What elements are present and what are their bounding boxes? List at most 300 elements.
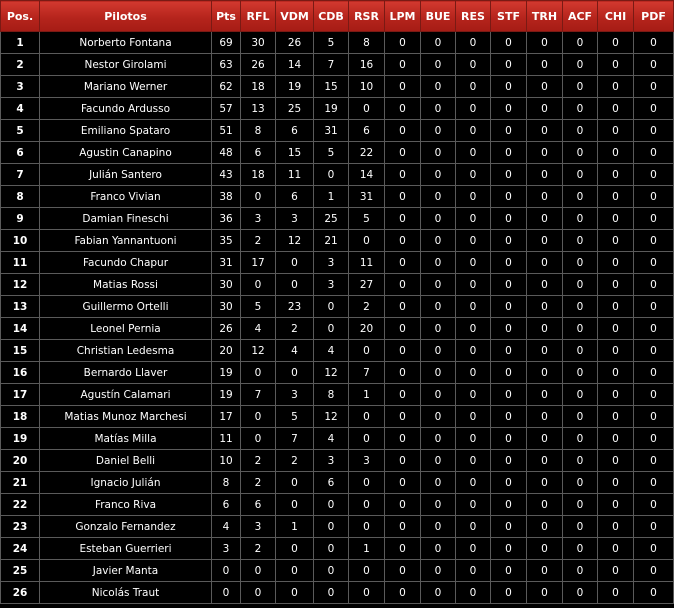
cell-trh: 0 (527, 406, 563, 428)
cell-piloto: Ignacio Julián (40, 472, 212, 494)
cell-pts: 36 (212, 208, 241, 230)
cell-chi: 0 (598, 340, 634, 362)
cell-pos: 8 (1, 186, 40, 208)
cell-stf: 0 (491, 142, 527, 164)
cell-piloto: Julián Santero (40, 164, 212, 186)
cell-lpm: 0 (385, 32, 421, 54)
cell-stf: 0 (491, 582, 527, 604)
cell-pos: 12 (1, 274, 40, 296)
cell-stf: 0 (491, 450, 527, 472)
cell-lpm: 0 (385, 230, 421, 252)
cell-res: 0 (456, 494, 491, 516)
cell-piloto: Facundo Ardusso (40, 98, 212, 120)
cell-pdf: 0 (634, 472, 674, 494)
table-row (1, 120, 674, 142)
cell-chi: 0 (598, 142, 634, 164)
cell-res: 0 (456, 406, 491, 428)
table-row (1, 186, 674, 208)
table-row (1, 472, 674, 494)
cell-piloto: Leonel Pernia (40, 318, 212, 340)
cell-lpm: 0 (385, 120, 421, 142)
cell-res: 0 (456, 164, 491, 186)
cell-pts: 20 (212, 340, 241, 362)
cell-cdb: 0 (314, 296, 349, 318)
cell-vdm: 12 (276, 230, 314, 252)
cell-stf: 0 (491, 252, 527, 274)
cell-pdf: 0 (634, 98, 674, 120)
cell-rsr: 6 (349, 120, 385, 142)
cell-pts: 26 (212, 318, 241, 340)
cell-vdm: 6 (276, 120, 314, 142)
cell-res: 0 (456, 296, 491, 318)
cell-trh: 0 (527, 54, 563, 76)
cell-trh: 0 (527, 120, 563, 142)
cell-vdm: 3 (276, 208, 314, 230)
cell-pts: 31 (212, 252, 241, 274)
cell-res: 0 (456, 230, 491, 252)
cell-lpm: 0 (385, 560, 421, 582)
cell-chi: 0 (598, 450, 634, 472)
cell-piloto: Norberto Fontana (40, 32, 212, 54)
cell-pts: 10 (212, 450, 241, 472)
cell-pos: 7 (1, 164, 40, 186)
cell-piloto: Gonzalo Fernandez (40, 516, 212, 538)
cell-lpm: 0 (385, 516, 421, 538)
cell-rsr: 0 (349, 230, 385, 252)
cell-rsr: 31 (349, 186, 385, 208)
cell-cdb: 3 (314, 450, 349, 472)
cell-vdm: 0 (276, 274, 314, 296)
cell-pdf: 0 (634, 76, 674, 98)
cell-res: 0 (456, 428, 491, 450)
cell-lpm: 0 (385, 296, 421, 318)
cell-pts: 17 (212, 406, 241, 428)
cell-bue: 0 (421, 296, 456, 318)
cell-cdb: 3 (314, 252, 349, 274)
cell-vdm: 0 (276, 252, 314, 274)
cell-rfl: 0 (241, 406, 276, 428)
cell-lpm: 0 (385, 384, 421, 406)
cell-vdm: 25 (276, 98, 314, 120)
cell-pdf: 0 (634, 406, 674, 428)
cell-trh: 0 (527, 274, 563, 296)
cell-res: 0 (456, 384, 491, 406)
cell-acf: 0 (563, 208, 598, 230)
cell-pos: 16 (1, 362, 40, 384)
cell-vdm: 0 (276, 560, 314, 582)
cell-cdb: 0 (314, 494, 349, 516)
cell-res: 0 (456, 472, 491, 494)
cell-stf: 0 (491, 340, 527, 362)
cell-pdf: 0 (634, 384, 674, 406)
cell-rfl: 13 (241, 98, 276, 120)
cell-pdf: 0 (634, 252, 674, 274)
table-row (1, 384, 674, 406)
cell-chi: 0 (598, 538, 634, 560)
cell-lpm: 0 (385, 54, 421, 76)
cell-chi: 0 (598, 32, 634, 54)
cell-piloto: Facundo Chapur (40, 252, 212, 274)
column-header-lpm: LPM (385, 1, 421, 32)
cell-res: 0 (456, 582, 491, 604)
cell-pts: 30 (212, 296, 241, 318)
cell-acf: 0 (563, 230, 598, 252)
cell-acf: 0 (563, 274, 598, 296)
cell-pos: 25 (1, 560, 40, 582)
cell-bue: 0 (421, 208, 456, 230)
cell-chi: 0 (598, 186, 634, 208)
cell-bue: 0 (421, 340, 456, 362)
column-header-vdm: VDM (276, 1, 314, 32)
cell-acf: 0 (563, 164, 598, 186)
cell-res: 0 (456, 538, 491, 560)
cell-stf: 0 (491, 186, 527, 208)
cell-pts: 51 (212, 120, 241, 142)
cell-pts: 8 (212, 472, 241, 494)
cell-vdm: 3 (276, 384, 314, 406)
table-row (1, 340, 674, 362)
cell-pdf: 0 (634, 164, 674, 186)
cell-cdb: 19 (314, 98, 349, 120)
cell-rfl: 0 (241, 582, 276, 604)
cell-chi: 0 (598, 252, 634, 274)
cell-pos: 13 (1, 296, 40, 318)
cell-piloto: Franco Riva (40, 494, 212, 516)
table-body (1, 32, 674, 604)
cell-rsr: 10 (349, 76, 385, 98)
cell-piloto: Fabian Yannantuoni (40, 230, 212, 252)
column-header-res: RES (456, 1, 491, 32)
cell-bue: 0 (421, 560, 456, 582)
cell-pos: 10 (1, 230, 40, 252)
cell-res: 0 (456, 252, 491, 274)
cell-stf: 0 (491, 98, 527, 120)
cell-vdm: 0 (276, 494, 314, 516)
cell-piloto: Matías Milla (40, 428, 212, 450)
cell-pts: 0 (212, 560, 241, 582)
cell-bue: 0 (421, 98, 456, 120)
cell-acf: 0 (563, 560, 598, 582)
cell-rsr: 1 (349, 538, 385, 560)
cell-res: 0 (456, 76, 491, 98)
header-row (1, 1, 674, 32)
cell-rfl: 7 (241, 384, 276, 406)
cell-piloto: Nicolás Traut (40, 582, 212, 604)
table-row (1, 450, 674, 472)
cell-pdf: 0 (634, 494, 674, 516)
cell-piloto: Franco Vivian (40, 186, 212, 208)
cell-acf: 0 (563, 252, 598, 274)
column-header-stf: STF (491, 1, 527, 32)
cell-pdf: 0 (634, 274, 674, 296)
cell-cdb: 5 (314, 142, 349, 164)
cell-rfl: 26 (241, 54, 276, 76)
cell-cdb: 0 (314, 318, 349, 340)
cell-acf: 0 (563, 516, 598, 538)
cell-rfl: 0 (241, 560, 276, 582)
cell-rfl: 3 (241, 208, 276, 230)
cell-pos: 21 (1, 472, 40, 494)
cell-bue: 0 (421, 538, 456, 560)
cell-stf: 0 (491, 54, 527, 76)
cell-acf: 0 (563, 406, 598, 428)
cell-rsr: 0 (349, 428, 385, 450)
cell-rfl: 6 (241, 494, 276, 516)
cell-bue: 0 (421, 384, 456, 406)
cell-stf: 0 (491, 560, 527, 582)
cell-trh: 0 (527, 296, 563, 318)
cell-cdb: 0 (314, 560, 349, 582)
cell-trh: 0 (527, 538, 563, 560)
cell-pdf: 0 (634, 230, 674, 252)
cell-pos: 26 (1, 582, 40, 604)
table-row (1, 362, 674, 384)
table-row (1, 54, 674, 76)
cell-chi: 0 (598, 54, 634, 76)
cell-acf: 0 (563, 362, 598, 384)
cell-acf: 0 (563, 384, 598, 406)
cell-cdb: 21 (314, 230, 349, 252)
cell-rfl: 3 (241, 516, 276, 538)
cell-res: 0 (456, 120, 491, 142)
cell-pos: 19 (1, 428, 40, 450)
cell-pdf: 0 (634, 560, 674, 582)
cell-pts: 4 (212, 516, 241, 538)
cell-vdm: 0 (276, 582, 314, 604)
cell-pos: 3 (1, 76, 40, 98)
column-header-piloto: Pilotos (40, 1, 212, 32)
cell-trh: 0 (527, 142, 563, 164)
cell-bue: 0 (421, 472, 456, 494)
cell-res: 0 (456, 142, 491, 164)
cell-bue: 0 (421, 186, 456, 208)
cell-trh: 0 (527, 472, 563, 494)
cell-rsr: 0 (349, 406, 385, 428)
cell-pdf: 0 (634, 340, 674, 362)
cell-lpm: 0 (385, 318, 421, 340)
cell-vdm: 23 (276, 296, 314, 318)
cell-acf: 0 (563, 340, 598, 362)
cell-vdm: 0 (276, 362, 314, 384)
cell-vdm: 15 (276, 142, 314, 164)
cell-rsr: 3 (349, 450, 385, 472)
cell-pdf: 0 (634, 208, 674, 230)
cell-piloto: Agustin Canapino (40, 142, 212, 164)
cell-piloto: Emiliano Spataro (40, 120, 212, 142)
cell-piloto: Mariano Werner (40, 76, 212, 98)
cell-trh: 0 (527, 98, 563, 120)
cell-piloto: Matias Rossi (40, 274, 212, 296)
cell-rsr: 0 (349, 516, 385, 538)
cell-vdm: 6 (276, 186, 314, 208)
cell-vdm: 5 (276, 406, 314, 428)
cell-stf: 0 (491, 208, 527, 230)
cell-acf: 0 (563, 296, 598, 318)
cell-pts: 3 (212, 538, 241, 560)
column-header-acf: ACF (563, 1, 598, 32)
cell-lpm: 0 (385, 142, 421, 164)
cell-bue: 0 (421, 164, 456, 186)
cell-chi: 0 (598, 406, 634, 428)
cell-piloto: Javier Manta (40, 560, 212, 582)
cell-pdf: 0 (634, 362, 674, 384)
cell-pts: 48 (212, 142, 241, 164)
cell-pos: 6 (1, 142, 40, 164)
cell-stf: 0 (491, 538, 527, 560)
cell-trh: 0 (527, 516, 563, 538)
cell-lpm: 0 (385, 428, 421, 450)
table-row (1, 406, 674, 428)
cell-pdf: 0 (634, 538, 674, 560)
cell-piloto: Daniel Belli (40, 450, 212, 472)
cell-pts: 35 (212, 230, 241, 252)
cell-trh: 0 (527, 252, 563, 274)
column-header-pdf: PDF (634, 1, 674, 32)
table-row (1, 252, 674, 274)
cell-rfl: 30 (241, 32, 276, 54)
cell-rsr: 8 (349, 32, 385, 54)
cell-bue: 0 (421, 76, 456, 98)
cell-cdb: 0 (314, 538, 349, 560)
cell-vdm: 26 (276, 32, 314, 54)
cell-acf: 0 (563, 450, 598, 472)
cell-lpm: 0 (385, 340, 421, 362)
cell-pts: 19 (212, 384, 241, 406)
cell-stf: 0 (491, 516, 527, 538)
cell-pos: 1 (1, 32, 40, 54)
cell-acf: 0 (563, 472, 598, 494)
cell-pts: 63 (212, 54, 241, 76)
cell-rfl: 2 (241, 472, 276, 494)
cell-vdm: 2 (276, 318, 314, 340)
table-row (1, 76, 674, 98)
cell-bue: 0 (421, 516, 456, 538)
cell-bue: 0 (421, 450, 456, 472)
cell-rsr: 5 (349, 208, 385, 230)
cell-trh: 0 (527, 582, 563, 604)
table-row (1, 274, 674, 296)
cell-trh: 0 (527, 318, 563, 340)
cell-stf: 0 (491, 296, 527, 318)
cell-trh: 0 (527, 76, 563, 98)
cell-stf: 0 (491, 318, 527, 340)
cell-bue: 0 (421, 362, 456, 384)
cell-res: 0 (456, 98, 491, 120)
cell-cdb: 4 (314, 340, 349, 362)
cell-acf: 0 (563, 76, 598, 98)
cell-cdb: 6 (314, 472, 349, 494)
cell-vdm: 1 (276, 516, 314, 538)
cell-rfl: 0 (241, 428, 276, 450)
cell-chi: 0 (598, 296, 634, 318)
cell-rfl: 8 (241, 120, 276, 142)
cell-rsr: 7 (349, 362, 385, 384)
cell-stf: 0 (491, 120, 527, 142)
cell-res: 0 (456, 318, 491, 340)
cell-pos: 18 (1, 406, 40, 428)
cell-rfl: 5 (241, 296, 276, 318)
cell-cdb: 12 (314, 406, 349, 428)
cell-chi: 0 (598, 120, 634, 142)
cell-trh: 0 (527, 164, 563, 186)
cell-pts: 43 (212, 164, 241, 186)
cell-pdf: 0 (634, 516, 674, 538)
cell-acf: 0 (563, 428, 598, 450)
cell-chi: 0 (598, 230, 634, 252)
cell-res: 0 (456, 560, 491, 582)
cell-pdf: 0 (634, 120, 674, 142)
cell-trh: 0 (527, 230, 563, 252)
cell-lpm: 0 (385, 208, 421, 230)
cell-piloto: Matias Munoz Marchesi (40, 406, 212, 428)
column-header-pts: Pts (212, 1, 241, 32)
cell-stf: 0 (491, 274, 527, 296)
cell-pos: 24 (1, 538, 40, 560)
cell-pts: 62 (212, 76, 241, 98)
table-row (1, 538, 674, 560)
cell-cdb: 0 (314, 582, 349, 604)
cell-lpm: 0 (385, 252, 421, 274)
cell-rsr: 11 (349, 252, 385, 274)
cell-cdb: 7 (314, 54, 349, 76)
cell-chi: 0 (598, 76, 634, 98)
cell-stf: 0 (491, 230, 527, 252)
cell-lpm: 0 (385, 538, 421, 560)
cell-res: 0 (456, 340, 491, 362)
cell-trh: 0 (527, 208, 563, 230)
cell-pdf: 0 (634, 428, 674, 450)
cell-pos: 20 (1, 450, 40, 472)
cell-cdb: 5 (314, 32, 349, 54)
cell-rsr: 0 (349, 582, 385, 604)
cell-trh: 0 (527, 186, 563, 208)
cell-rsr: 16 (349, 54, 385, 76)
cell-lpm: 0 (385, 472, 421, 494)
cell-acf: 0 (563, 186, 598, 208)
cell-pts: 19 (212, 362, 241, 384)
cell-pdf: 0 (634, 32, 674, 54)
cell-res: 0 (456, 186, 491, 208)
cell-acf: 0 (563, 54, 598, 76)
cell-pos: 15 (1, 340, 40, 362)
table-row (1, 230, 674, 252)
cell-chi: 0 (598, 516, 634, 538)
cell-cdb: 15 (314, 76, 349, 98)
cell-lpm: 0 (385, 186, 421, 208)
cell-chi: 0 (598, 472, 634, 494)
table-row (1, 164, 674, 186)
cell-lpm: 0 (385, 582, 421, 604)
cell-rfl: 0 (241, 186, 276, 208)
cell-rsr: 0 (349, 560, 385, 582)
cell-trh: 0 (527, 340, 563, 362)
cell-pdf: 0 (634, 318, 674, 340)
table-row (1, 582, 674, 604)
cell-vdm: 4 (276, 340, 314, 362)
cell-pos: 23 (1, 516, 40, 538)
cell-trh: 0 (527, 450, 563, 472)
cell-trh: 0 (527, 428, 563, 450)
cell-bue: 0 (421, 120, 456, 142)
cell-stf: 0 (491, 76, 527, 98)
cell-lpm: 0 (385, 164, 421, 186)
cell-pos: 17 (1, 384, 40, 406)
cell-vdm: 11 (276, 164, 314, 186)
cell-acf: 0 (563, 142, 598, 164)
cell-piloto: Nestor Girolami (40, 54, 212, 76)
cell-cdb: 0 (314, 516, 349, 538)
cell-res: 0 (456, 450, 491, 472)
